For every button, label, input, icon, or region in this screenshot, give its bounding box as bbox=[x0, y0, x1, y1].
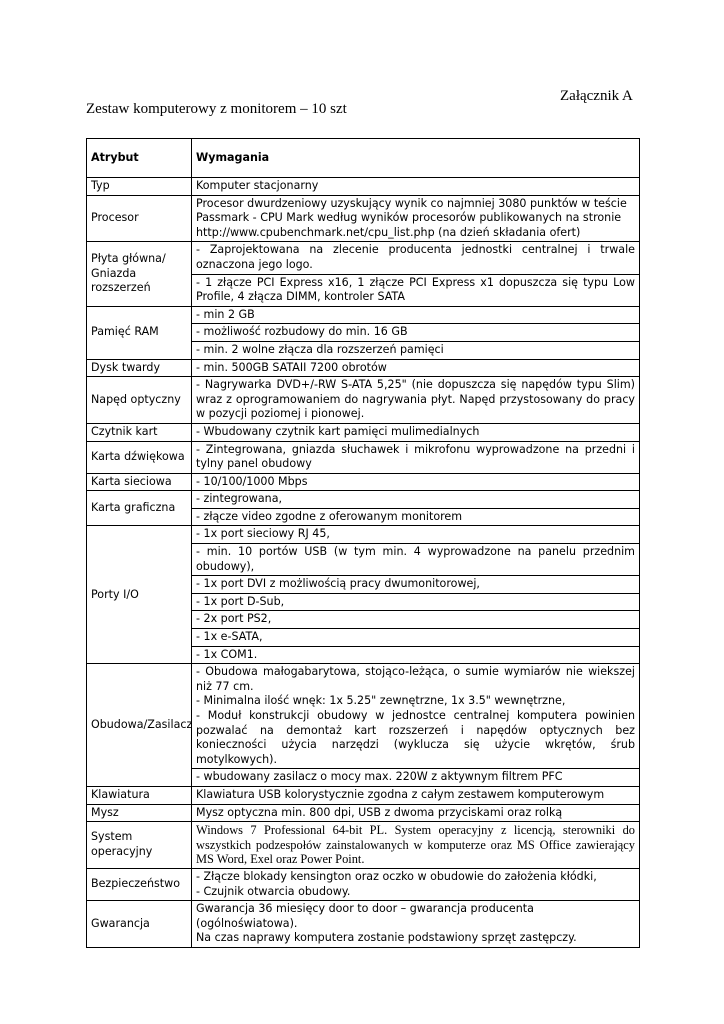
attr-cell: Gwarancja bbox=[87, 901, 192, 948]
req-line: - Minimalna ilość wnęk: 1x 5.25" zewnętrzne, 1x 3.5" wewnętrzne, bbox=[196, 694, 566, 708]
req-cell: Procesor dwurdzeniowy uzyskujący wynik co najmniej 3080 punktów w teście Passmark - CPU Mark według wyników procesorów publikowanych na stronie http://www.cpubenchmark.net/cpu_list.php (na dzień składania ofert) bbox=[192, 195, 640, 242]
req-cell: Klawiatura USB kolorystycznie zgodna z całym zestawem komputerowym bbox=[192, 786, 640, 804]
req-cell: - 1x port DVI z możliwością pracy dwumonitorowej, bbox=[192, 576, 640, 594]
table-row bbox=[87, 868, 640, 900]
table-row bbox=[87, 359, 640, 377]
table-row bbox=[87, 901, 640, 948]
req-line: - Złącze blokady kensington oraz oczko w obudowie do założenia kłódki, bbox=[196, 869, 597, 883]
attr-cell: Procesor bbox=[87, 195, 192, 242]
header-requirements: Wymagania bbox=[192, 139, 640, 178]
req-line: Na czas naprawy komputera zostanie podstawiony sprzęt zastępczy. bbox=[196, 931, 577, 945]
table-row bbox=[87, 822, 640, 869]
attr-cell: Typ bbox=[87, 178, 192, 196]
req-cell: - Zaprojektowana na zlecenie producenta jednostki centralnej i trwale oznaczona jego logo. bbox=[192, 242, 640, 274]
req-cell: - min. 2 wolne złącza dla rozszerzeń pamięci bbox=[192, 341, 640, 359]
req-cell: - min. 10 portów USB (w tym min. 4 wyprowadzone na panelu przednim obudowy), bbox=[192, 544, 640, 576]
table-header-row bbox=[87, 139, 640, 178]
attr-cell: Bezpieczeństwo bbox=[87, 868, 192, 900]
table-row bbox=[87, 786, 640, 804]
table-row bbox=[87, 242, 640, 274]
req-cell: - 10/100/1000 Mbps bbox=[192, 473, 640, 491]
table-row bbox=[87, 664, 640, 769]
table-row bbox=[87, 377, 640, 424]
attr-cell: Napęd optyczny bbox=[87, 377, 192, 424]
req-cell: - wbudowany zasilacz o mocy max. 220W z aktywnym filtrem PFC bbox=[192, 769, 640, 787]
req-cell: - możliwość rozbudowy do min. 16 GB bbox=[192, 324, 640, 342]
req-cell: - Zintegrowana, gniazda słuchawek i mikrofonu wyprowadzone na przedni i tylny panel obudowy bbox=[192, 441, 640, 473]
req-cell: - zintegrowana, bbox=[192, 491, 640, 509]
attr-cell: Karta sieciowa bbox=[87, 473, 192, 491]
req-line: - Moduł konstrukcji obudowy w jednostce centralnej komputera powinien pozwalać na demontaż kart rozszerzeń i napędów optycznych bez konieczności użycia narzędzi (wyklucza się użycie wkrętów, śrub motylkowych). bbox=[196, 709, 635, 766]
req-cell: - złącze video zgodne z oferowanym monitorem bbox=[192, 508, 640, 526]
table-row bbox=[87, 526, 640, 544]
attachment-label: Załącznik A bbox=[560, 88, 633, 104]
table-row bbox=[87, 195, 640, 242]
document-title: Zestaw komputerowy z monitorem – 10 szt bbox=[86, 101, 347, 117]
attr-cell: Karta dźwiękowa bbox=[87, 441, 192, 473]
req-cell: - min. 500GB SATAII 7200 obrotów bbox=[192, 359, 640, 377]
req-cell: - 1x COM1. bbox=[192, 646, 640, 664]
req-cell: - Nagrywarka DVD+/-RW S-ATA 5,25" (nie dopuszcza się napędów typu Slim) wraz z oprogramowaniem do nagrywania płyt. Napęd przystosowany do pracy w pozycji poziomej i pionowej. bbox=[192, 377, 640, 424]
req-cell: - 1 złącze PCI Express x16, 1 złącze PCI Express x1 dopuszcza się typu Low Profile, 4 złącza DIMM, kontroler SATA bbox=[192, 274, 640, 306]
attr-cell: Czytnik kart bbox=[87, 423, 192, 441]
spec-table bbox=[86, 138, 640, 948]
attr-cell: Klawiatura bbox=[87, 786, 192, 804]
req-cell bbox=[192, 868, 640, 900]
req-cell: - 1x port sieciowy RJ 45, bbox=[192, 526, 640, 544]
req-cell bbox=[192, 664, 640, 769]
req-cell: - 1x port D-Sub, bbox=[192, 593, 640, 611]
attr-cell: Płyta główna/ Gniazda rozszerzeń bbox=[87, 242, 192, 306]
attr-cell: System operacyjny bbox=[87, 822, 192, 869]
attr-cell: Dysk twardy bbox=[87, 359, 192, 377]
req-cell: - min 2 GB bbox=[192, 306, 640, 324]
table-row bbox=[87, 178, 640, 196]
attr-cell: Obudowa/Zasilacz bbox=[87, 664, 192, 787]
table-row bbox=[87, 441, 640, 473]
req-cell: Komputer stacjonarny bbox=[192, 178, 640, 196]
attr-cell: Pamięć RAM bbox=[87, 306, 192, 359]
attr-cell: Porty I/O bbox=[87, 526, 192, 664]
table-row bbox=[87, 423, 640, 441]
req-cell: - 1x e-SATA, bbox=[192, 629, 640, 647]
req-cell: - Wbudowany czytnik kart pamięci mulimedialnych bbox=[192, 423, 640, 441]
req-cell: Windows 7 Professional 64-bit PL. System operacyjny z licencją, sterowniki do wszystkich podzespołów zainstalowanych w komputerze oraz MS Office zawierający MS Word, Exel oraz Power Point. bbox=[192, 822, 640, 869]
attr-cell: Karta graficzna bbox=[87, 491, 192, 526]
table-row bbox=[87, 491, 640, 509]
table-row bbox=[87, 804, 640, 822]
req-line: - Obudowa małogabarytowa, stojąco-leżąca, o sumie wymiarów nie wiekszej niż 77 cm. bbox=[196, 665, 635, 693]
header-attribute: Atrybut bbox=[87, 139, 192, 178]
req-cell: - 2x port PS2, bbox=[192, 611, 640, 629]
req-cell bbox=[192, 901, 640, 948]
req-cell: Mysz optyczna min. 800 dpi, USB z dwoma przyciskami oraz rolką bbox=[192, 804, 640, 822]
req-line: - Czujnik otwarcia obudowy. bbox=[196, 884, 351, 898]
table-row bbox=[87, 473, 640, 491]
table-row bbox=[87, 306, 640, 324]
attr-cell: Mysz bbox=[87, 804, 192, 822]
req-line: Gwarancja 36 miesięcy door to door – gwarancja producenta (ogólnoświatowa). bbox=[196, 902, 534, 930]
